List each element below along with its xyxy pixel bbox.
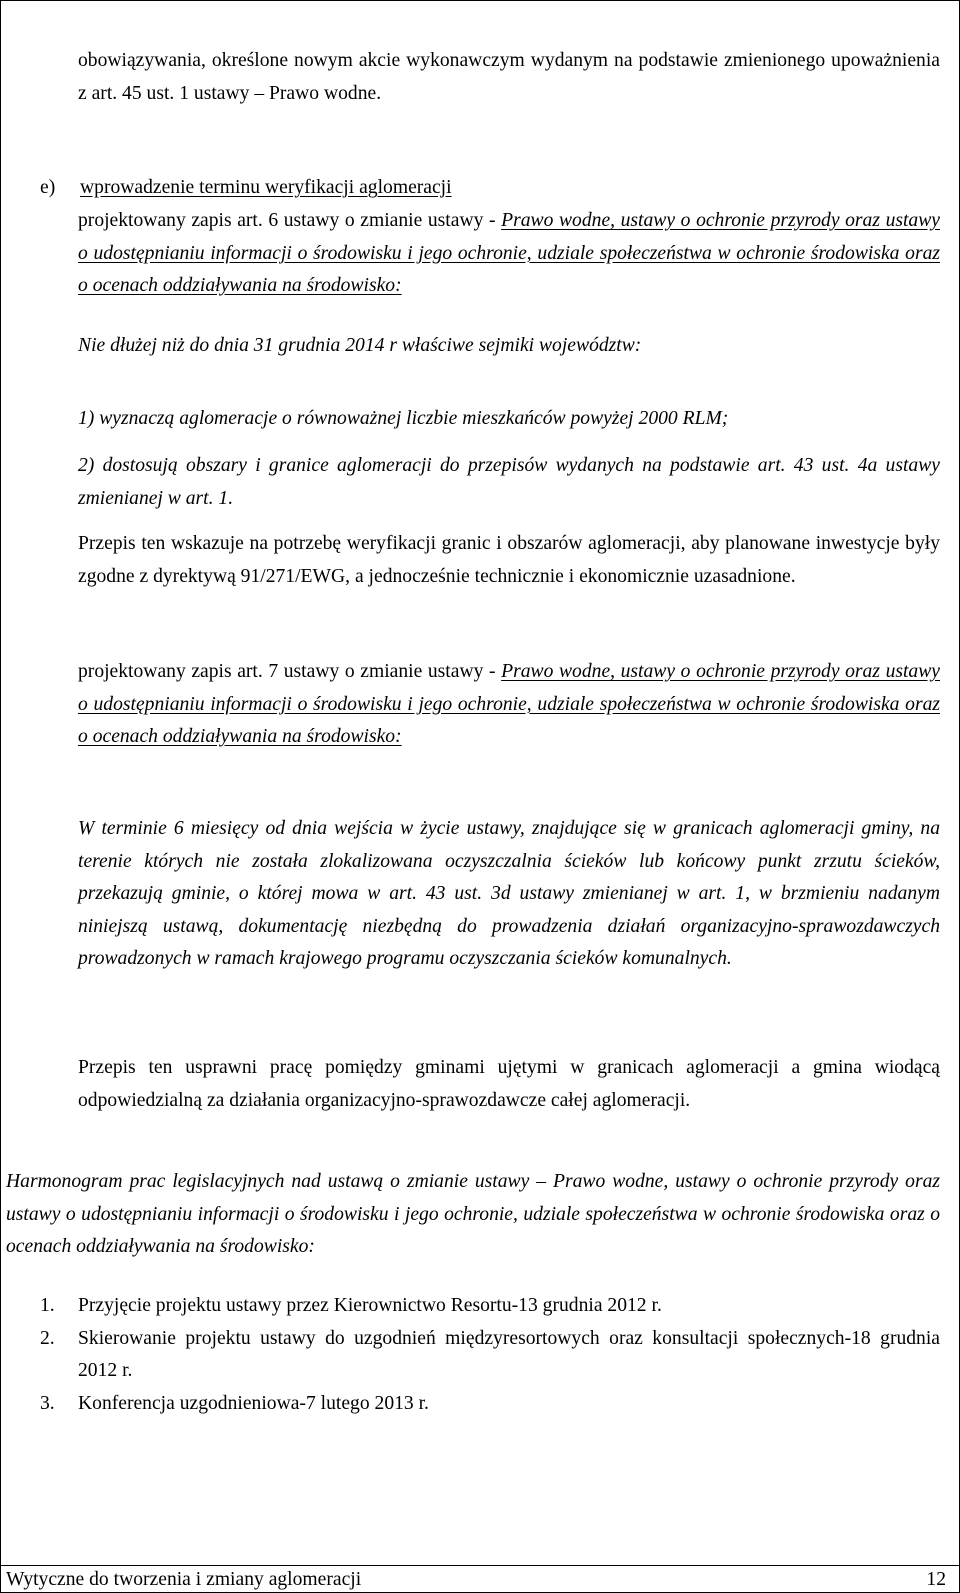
list-item-number: 2. xyxy=(40,1327,55,1349)
list-item-text: Skierowanie projektu ustawy do uzgodnień międzyresortowych oraz konsultacji społecznych-18 grudnia 2012 r. xyxy=(78,1327,940,1381)
list-item-text: Konferencja uzgodnieniowa-7 lutego 2013 r. xyxy=(78,1392,429,1414)
page-number: 12 xyxy=(926,1569,946,1590)
section-e-marker: e) xyxy=(40,177,56,198)
schedule-heading: Harmonogram prac legislacyjnych nad ustawą o zmianie ustawy – Prawo wodne, ustawy o ochronie przyrody oraz ustawy o udostępnianiu informacji o środowisku i jego ochronie, udziale społeczeństwa w ochronie środowiska oraz o ocenach oddziaływania na środowisko: xyxy=(6,1171,940,1257)
list-item-text: Przyjęcie projektu ustawy przez Kierownictwo Resortu-13 grudnia 2012 r. xyxy=(78,1295,662,1316)
art7-explanation: Przepis ten usprawni pracę pomiędzy gminami ujętymi w granicach aglomeracji a gmina wiodącą odpowiedzialną za działania organizacyjno-sprawozdawcze całej aglomeracji. xyxy=(78,1057,940,1111)
section-e-title: wprowadzenie terminu weryfikacji aglomeracji xyxy=(80,177,452,198)
art6-point-2: 2) dostosują obszary i granice aglomeracji do przepisów wydanych na podstawie art. 43 ust. 4a ustawy zmienianej w art. 1. xyxy=(78,455,940,509)
section-e-heading xyxy=(40,172,940,205)
art7-lead: projektowany zapis art. 7 ustawy o zmianie ustawy - xyxy=(78,661,502,682)
art7-act-title: Prawo wodne, ustawy o ochronie przyrody oraz ustawy o udostępnianiu informacji o środowisku i jego ochronie, udziale społeczeństwa w ochronie środowiska oraz o ocenach oddziaływania na środowisko: xyxy=(78,661,940,747)
art7-provision: W terminie 6 miesięcy od dnia wejścia w życie ustawy, znajdujące się w granicach aglomeracji gminy, na terenie których nie została zlokalizowana oczyszczalnia ścieków lub końcowy punkt zrzutu ścieków, przekazują gminie, o której mowa w art. 43 ust. 3d ustawy zmienianej w art. 1, w brzmieniu nadanym niniejszą ustawą, dokumentację niezbędną do prowadzenia działań organizacyjno-sprawozdawczych prowadzonych w ramach krajowego programu oczyszczania ścieków komunalnych. xyxy=(78,818,940,969)
list-item xyxy=(40,1323,940,1388)
footer-divider xyxy=(0,1565,960,1566)
art6-intro xyxy=(78,205,940,303)
schedule-list xyxy=(40,1290,940,1420)
art6-act-title: Prawo wodne, ustawy o ochronie przyrody oraz ustawy o udostępnianiu informacji o środowisku i jego ochronie, udziale społeczeństwa w ochronie środowiska oraz o ocenach oddziaływania na środowisko: xyxy=(78,210,940,296)
list-item xyxy=(40,1388,940,1421)
list-item xyxy=(40,1290,940,1323)
intro-paragraph: obowiązywania, określone nowym akcie wykonawczym wydanym na podstawie zmienionego upoważnienia z art. 45 ust. 1 ustawy – Prawo wodne. xyxy=(78,50,940,104)
list-item-number: 3. xyxy=(40,1392,55,1414)
art6-provision-intro: Nie dłużej niż do dnia 31 grudnia 2014 r właściwe sejmiki województw: xyxy=(78,335,642,356)
list-item-number: 1. xyxy=(40,1295,55,1316)
art6-point-1: 1) wyznaczą aglomeracje o równoważnej liczbie mieszkańców powyżej 2000 RLM; xyxy=(78,408,729,429)
art7-intro xyxy=(78,656,940,754)
art6-explanation: Przepis ten wskazuje na potrzebę weryfikacji granic i obszarów aglomeracji, aby planowane inwestycje były zgodne z dyrektywą 91/271/EWG, a jednocześnie technicznie i ekonomicznie uzasadnione. xyxy=(78,533,940,587)
art6-lead: projektowany zapis art. 6 ustawy o zmianie ustawy - xyxy=(78,210,502,231)
footer-title: Wytyczne do tworzenia i zmiany aglomeracji xyxy=(6,1569,362,1590)
